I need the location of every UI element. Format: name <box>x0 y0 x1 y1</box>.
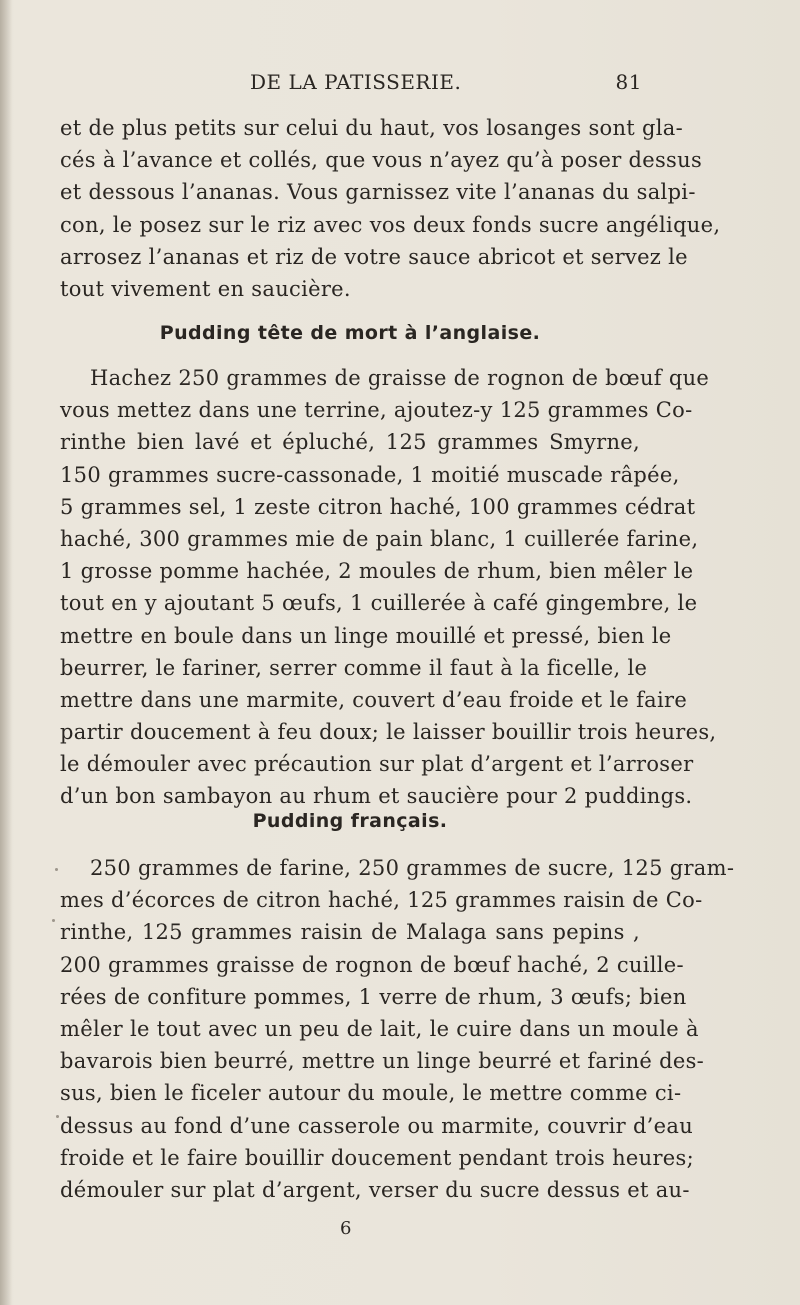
text-line: bavarois bien beurré, mettre un linge beurré et fariné des- <box>60 1049 705 1074</box>
text-line: mêler le tout avec un peu de lait, le cuire dans un moule à <box>60 1016 699 1041</box>
text-line: 250 grammes de farine, 250 grammes de sucre, 125 gram- <box>90 856 735 880</box>
text-line: et de plus petits sur celui du haut, vos losanges sont gla- <box>60 116 683 140</box>
text-line: beurrer, le fariner, serrer comme il faut à la ficelle, le <box>60 655 648 680</box>
text-line: con, le posez sur le riz avec vos deux fonds sucre angélique, <box>60 212 721 237</box>
running-head <box>60 70 640 100</box>
text-line: 150 grammes sucre-cassonade, 1 moitié muscade râpée, <box>60 462 680 487</box>
text-line: sus, bien le ficeler autour du moule, le mettre comme ci- <box>60 1081 682 1106</box>
text-line: 5 grammes sel, 1 zeste citron haché, 100 grammes cédrat <box>60 494 696 519</box>
section-heading-pudding-francais: Pudding français. <box>252 810 448 832</box>
text-line: d’un bon sambayon au rhum et saucière pour 2 puddings. <box>60 784 693 809</box>
paper-speck <box>52 919 55 922</box>
text-line: mes d’écorces de citron haché, 125 grammes raisin de Co- <box>60 888 703 913</box>
text-line: Hachez 250 grammes de graisse de rognon de bœuf que <box>90 366 710 390</box>
text-line: cés à l’avance et collés, que vous n’ayez qu’à poser dessus <box>60 148 703 173</box>
text-line: arrosez l’ananas et riz de votre sauce abricot et servez le <box>60 244 688 269</box>
text-line: 1 grosse pomme hachée, 2 moules de rhum, bien mêler le <box>60 559 694 584</box>
running-title: DE LA PATISSERIE. <box>250 70 462 94</box>
text-line: tout vivement en saucière. <box>60 276 351 301</box>
text-line: démouler sur plat d’argent, verser du sucre dessus et au- <box>60 1177 690 1202</box>
section-heading-pudding-tete-de-mort: Pudding tête de mort à l’anglaise. <box>159 322 541 344</box>
text-line: froide et le faire bouillir doucement pendant trois heures; <box>60 1145 694 1170</box>
text-line: le démouler avec précaution sur plat d’argent et l’arroser <box>60 752 694 777</box>
text-line: rinthe, 125 grammes raisin de Malaga sans pepins , <box>60 920 640 945</box>
text-line: dessus au fond d’une casserole ou marmite, couvrir d’eau <box>60 1113 694 1138</box>
text-line: rées de confiture pommes, 1 verre de rhum, 3 œufs; bien <box>60 984 687 1009</box>
paper-speck <box>55 868 58 871</box>
intro-paragraph <box>60 112 721 305</box>
section-paragraph-pudding-tete-de-mort <box>60 362 717 813</box>
page-number: 81 <box>615 70 642 94</box>
section-paragraph-pudding-francais <box>60 852 735 1206</box>
text-line: 200 grammes graisse de rognon de bœuf haché, 2 cuille- <box>60 952 684 977</box>
text-line: mettre dans une marmite, couvert d’eau froide et le faire <box>60 687 688 712</box>
printer-signature-mark: 6 <box>340 1218 352 1239</box>
text-line: et dessous l’ananas. Vous garnissez vite l’ananas du salpi- <box>60 180 696 205</box>
page-gutter-shadow <box>0 0 12 1305</box>
text-line: tout en y ajoutant 5 œufs, 1 cuillerée à café gingembre, le <box>60 591 698 616</box>
text-line: partir doucement à feu doux; le laisser bouillir trois heures, <box>60 720 717 745</box>
paper-speck <box>56 1115 59 1118</box>
text-line: rinthe bien lavé et épluché, 125 grammes Smyrne, <box>60 430 640 455</box>
text-line: mettre en boule dans un linge mouillé et pressé, bien le <box>60 623 672 648</box>
text-line: haché, 300 grammes mie de pain blanc, 1 cuillerée farine, <box>60 526 699 551</box>
text-line: vous mettez dans une terrine, ajoutez-y 125 grammes Co- <box>60 398 693 423</box>
